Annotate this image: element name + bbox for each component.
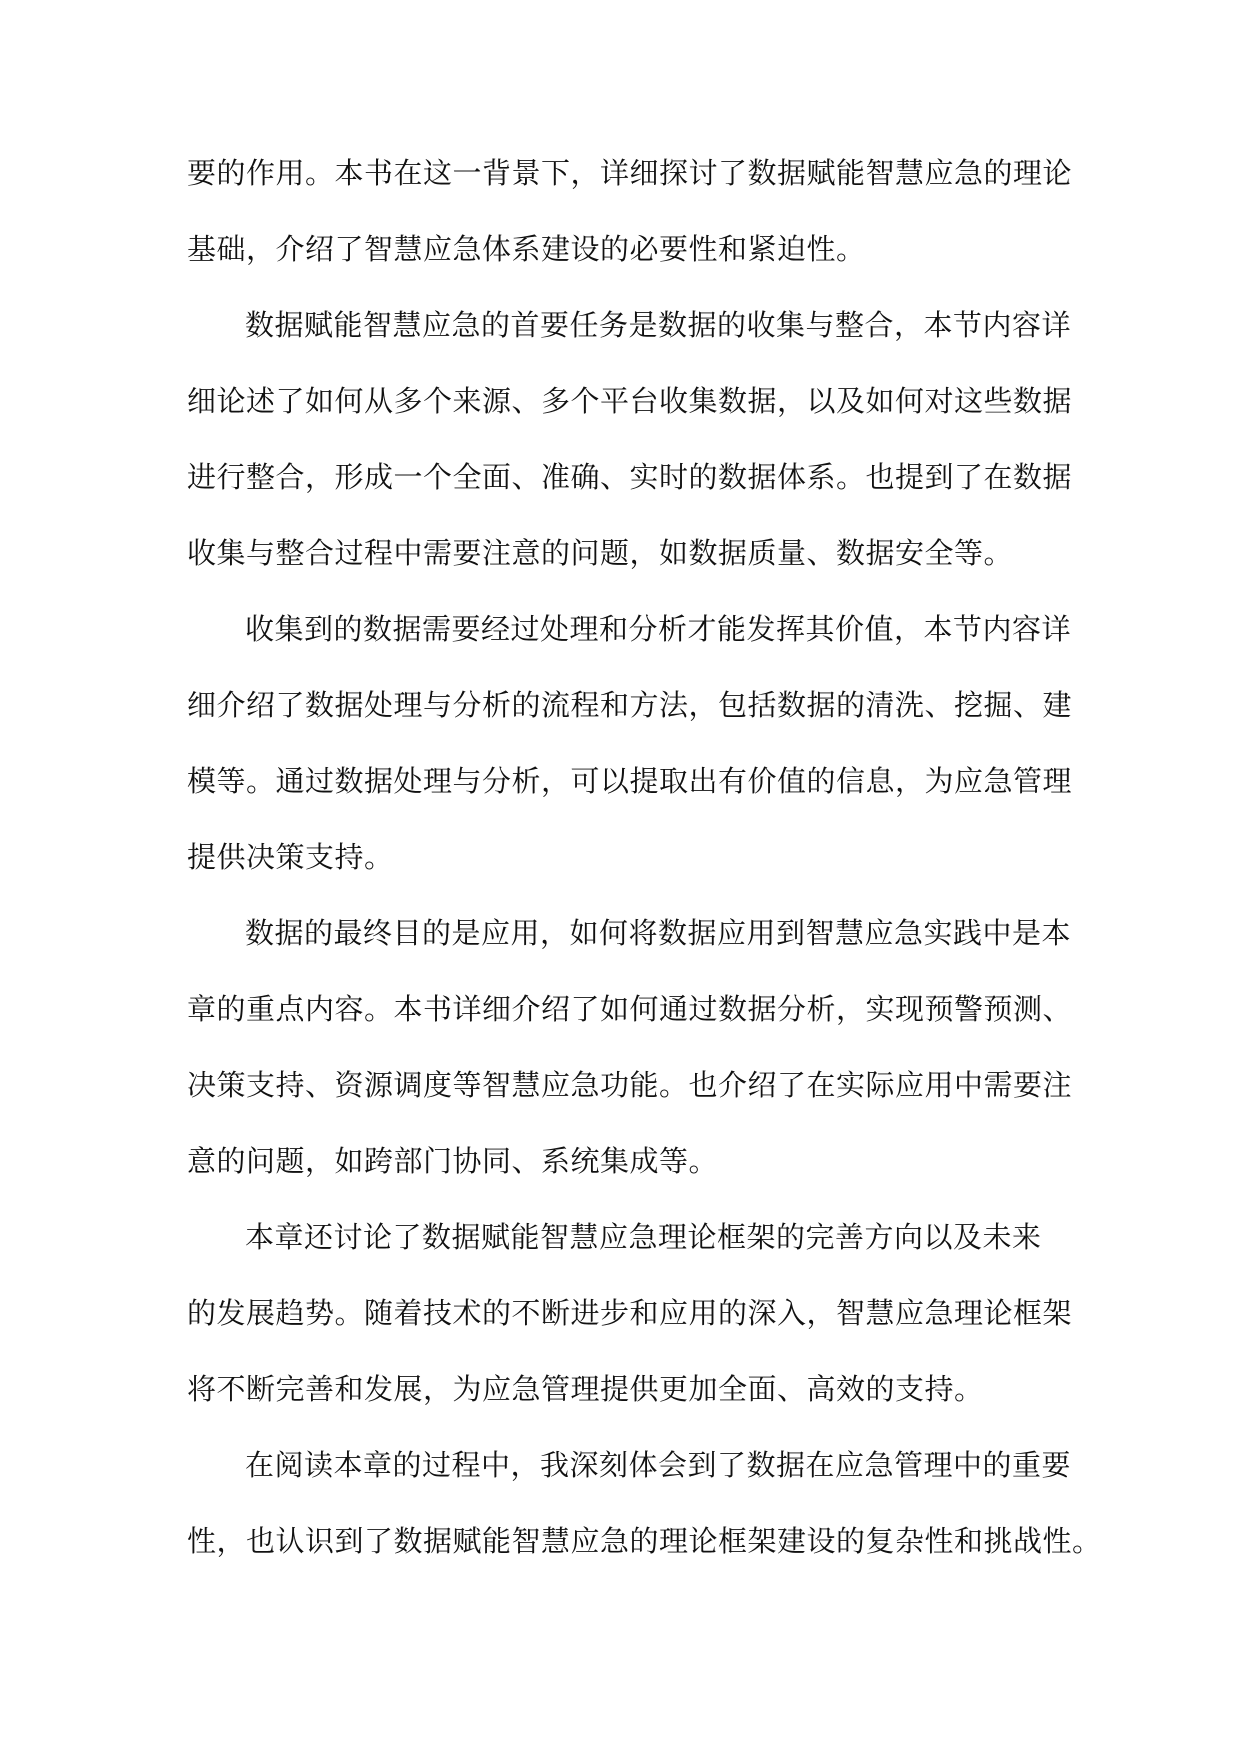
text-line: 数据的最终目的是应用，如何将数据应用到智慧应急实践中是本 [245, 916, 1072, 950]
text-line: 基础，介绍了智慧应急体系建设的必要性和紧迫性。 [187, 232, 866, 266]
text-line: 本章还讨论了数据赋能智慧应急理论框架的完善方向以及未来 [245, 1220, 1042, 1254]
text-line: 收集到的数据需要经过处理和分析才能发挥其价值，本节内容详 [245, 612, 1072, 646]
text-line: 细论述了如何从多个来源、多个平台收集数据，以及如何对这些数据 [187, 384, 1073, 418]
text-line: 章的重点内容。本书详细介绍了如何通过数据分析，实现预警预测、 [187, 992, 1073, 1026]
text-line: 细介绍了数据处理与分析的流程和方法，包括数据的清洗、挖掘、建 [187, 688, 1073, 722]
text-line: 将不断完善和发展，为应急管理提供更加全面、高效的支持。 [187, 1372, 984, 1406]
text-line: 决策支持、资源调度等智慧应急功能。也介绍了在实际应用中需要注 [187, 1068, 1073, 1102]
text-line: 在阅读本章的过程中，我深刻体会到了数据在应急管理中的重要 [245, 1448, 1072, 1482]
text-line: 进行整合，形成一个全面、准确、实时的数据体系。也提到了在数据 [187, 460, 1073, 494]
paragraph-1 [187, 143, 1073, 295]
text-line: 的发展趋势。随着技术的不断进步和应用的深入，智慧应急理论框架 [187, 1296, 1073, 1330]
document-body [187, 143, 1102, 1587]
paragraph-3 [187, 599, 1073, 903]
paragraph-2 [187, 295, 1073, 599]
text-line: 性，也认识到了数据赋能智慧应急的理论框架建设的复杂性和挑战性。 [187, 1524, 1102, 1558]
text-line: 要的作用。本书在这一背景下，详细探讨了数据赋能智慧应急的理论 [187, 156, 1073, 190]
text-line: 提供决策支持。 [187, 840, 394, 874]
text-line: 数据赋能智慧应急的首要任务是数据的收集与整合，本节内容详 [245, 308, 1072, 342]
paragraph-5 [187, 1207, 1073, 1435]
text-line: 模等。通过数据处理与分析，可以提取出有价值的信息，为应急管理 [187, 764, 1073, 798]
text-line: 意的问题，如跨部门协同、系统集成等。 [187, 1144, 719, 1178]
text-line: 收集与整合过程中需要注意的问题，如数据质量、数据安全等。 [187, 536, 1014, 570]
paragraph-6 [187, 1435, 1102, 1587]
paragraph-4 [187, 903, 1073, 1207]
